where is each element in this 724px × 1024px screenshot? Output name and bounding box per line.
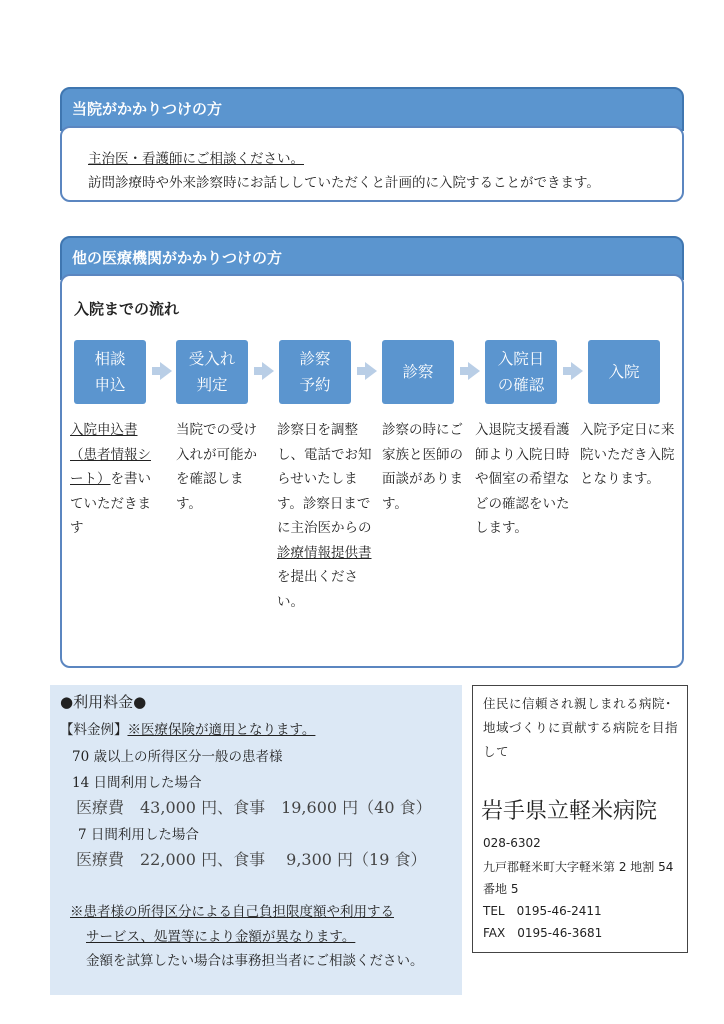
fee-patient-category: 70 歳以上の所得区分一般の患者様 xyxy=(72,749,283,765)
step-consultation: 相談 申込 xyxy=(74,340,146,404)
step-desc-acceptance: 当院での受け入れが可能かを確認します。 xyxy=(176,422,257,512)
step-acceptance: 受入れ 判定 xyxy=(176,340,248,404)
hospital-zip: 028-6302 xyxy=(483,836,541,850)
step-desc-admission: 入院予定日に来院いただき入院となります。 xyxy=(580,422,675,487)
hospital-tel: TEL 0195-46-2411 xyxy=(483,904,602,918)
step-desc-exam-reservation: 診察日を調整し、電話でお知らせいたします。診察日までに主治医からの診療情報提供書を提出ください。 xyxy=(277,422,372,610)
step-exam: 診察 xyxy=(382,340,454,404)
fee-note-2: サービス、処置等により金額が異なります。 xyxy=(86,929,356,945)
arrow-right-icon xyxy=(571,362,583,380)
application-form-link: 入院申込書（患者情報シート） xyxy=(70,422,151,487)
section-header-own-hospital: 当院がかかりつけの方 xyxy=(60,87,684,131)
fee-title: ●利用料金● xyxy=(60,693,147,711)
step-desc-date-confirm: 入退院支援看護師より入院日時や個室の希望などの確認をいたします。 xyxy=(475,422,570,536)
hospital-address: 九戸郡軽米町大字軽米第 2 地割 54 番地 5 xyxy=(483,860,674,896)
fee-panel xyxy=(50,685,462,995)
arrow-right-icon xyxy=(262,362,274,380)
step-desc-exam: 診察の時にご家族と医師の面談があります。 xyxy=(382,422,463,512)
fee-7day-amount: 医療費 22,000 円、食事 9,300 円（19 食） xyxy=(76,850,427,869)
fee-14day-label: 14 日間利用した場合 xyxy=(72,775,202,791)
own-hospital-line2: 訪問診療時や外来診察時にお話ししていただくと計画的に入院することができます。 xyxy=(88,175,600,191)
hospital-slogan: 住民に信頼され親しまれる病院･地域づくりに貢献する病院を目指して xyxy=(483,696,679,759)
fee-note-3: 金額を試算したい場合は事務担当者にご相談ください。 xyxy=(86,953,424,969)
fee-example-label: 【料金例】※医療保険が適用となります。 xyxy=(60,722,316,738)
arrow-right-icon xyxy=(365,362,377,380)
hospital-fax: FAX 0195-46-3681 xyxy=(483,926,603,940)
arrow-right-icon xyxy=(468,362,480,380)
step-exam-reservation: 診察 予約 xyxy=(279,340,351,404)
admission-flow-box xyxy=(60,274,684,668)
section-header-other-institution: 他の医療機関がかかりつけの方 xyxy=(60,236,684,280)
own-hospital-line1: 主治医・看護師にご相談ください。 xyxy=(88,151,304,167)
fee-note-1: ※患者様の所得区分による自己負担限度額や利用する xyxy=(70,904,394,920)
step-date-confirm: 入院日 の確認 xyxy=(485,340,557,404)
referral-document-text: 診療情報提供書 xyxy=(277,544,372,561)
step-admission: 入院 xyxy=(588,340,660,404)
hospital-name: 岩手県立軽米病院 xyxy=(481,799,658,824)
hospital-info-box xyxy=(472,685,688,953)
flow-title: 入院までの流れ xyxy=(74,300,180,318)
fee-14day-amount: 医療費 43,000 円、食事 19,600 円（40 食） xyxy=(76,798,432,817)
fee-7day-label: 7 日間利用した場合 xyxy=(78,827,199,843)
own-hospital-box xyxy=(60,126,684,202)
arrow-right-icon xyxy=(160,362,172,380)
step-desc-consultation: 入院申込書（患者情報シート）を書いていただきます xyxy=(70,422,151,536)
